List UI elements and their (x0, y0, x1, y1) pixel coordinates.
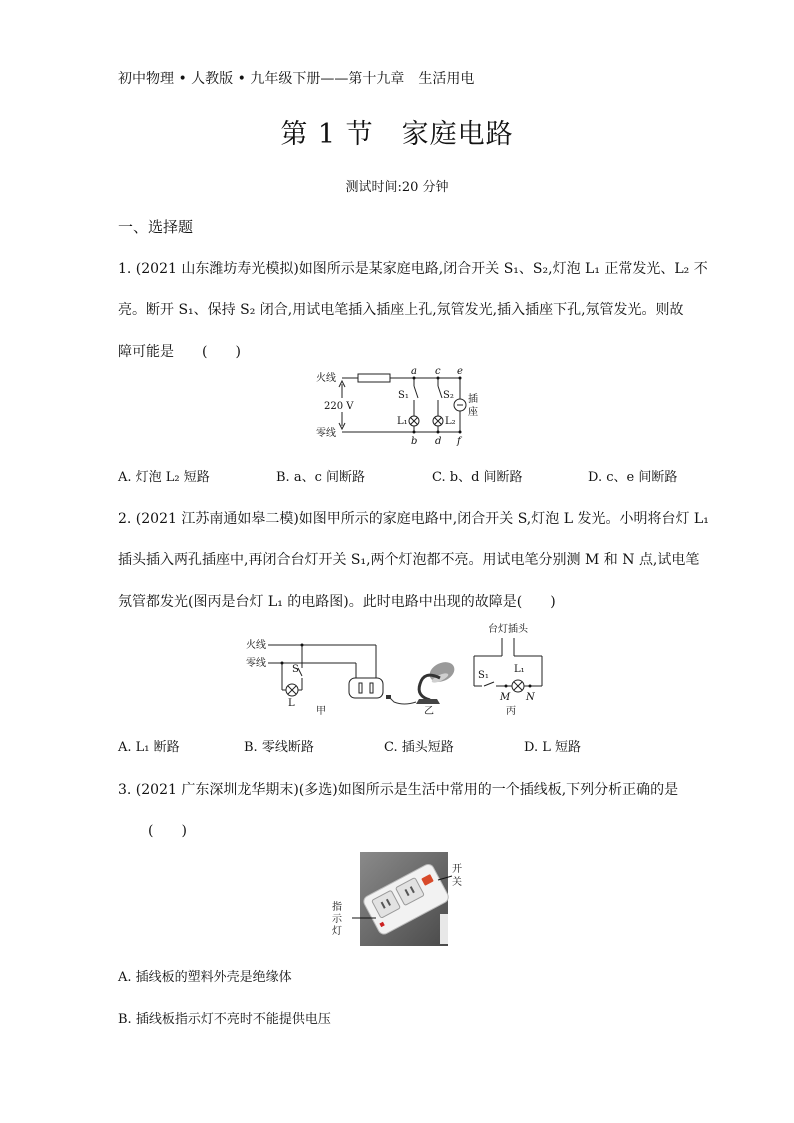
q1-switch-s1-label: S₁ (398, 390, 409, 401)
q1-socket-label-2: 座 (468, 407, 478, 418)
q2-switch-s-label: S (292, 664, 299, 675)
q1-neutral-label: 零线 (316, 428, 336, 439)
desk-lamp-illustration (386, 658, 458, 704)
q1-option-d: D. c、e 间断路 (588, 470, 678, 485)
q2-switch-s1-label: S₁ (478, 670, 489, 681)
q2-figure-jia-label: 甲 (316, 706, 326, 717)
q2-option-c: C. 插头短路 (384, 740, 454, 755)
q3-switch-label-1: 开 (452, 864, 462, 875)
q1-lamp-l2-label: L₂ (445, 416, 456, 427)
q2-option-d: D. L 短路 (524, 740, 581, 755)
q1-point-a: a (411, 366, 417, 377)
q1-socket-label-1: 插 (468, 394, 478, 405)
q3-indicator-label-1: 指 (332, 902, 342, 913)
q2-neutral-label: 零线 (246, 658, 266, 669)
q1-line-2: 亮。断开 S₁、保持 S₂ 闭合,用试电笔插入插座上孔,氖管发光,插入插座下孔,氖管发光。则故 (118, 302, 684, 318)
q3-option-a: A. 插线板的塑料外壳是绝缘体 (118, 970, 292, 985)
q2-point-n: N (526, 692, 535, 703)
q1-switch-s2-label: S₂ (443, 390, 454, 401)
q3-option-b: B. 插线板指示灯不亮时不能提供电压 (118, 1012, 331, 1027)
q3-indicator-label-2: 示 (332, 914, 342, 925)
page-header: 初中物理 • 人教版 • 九年级下册——第十九章 生活用电 (118, 71, 475, 87)
q1-voltage-label: 220 V (324, 401, 354, 412)
q2-line-2: 插头插入两孔插座中,再闭合台灯开关 S₁,两个灯泡都不亮。用试电笔分别测 M 和 N 点,试电笔 (118, 552, 700, 568)
q3-power-strip-photo (328, 852, 468, 946)
q3-line-1: 3. (2021 广东深圳龙华期末)(多选)如图所示是生活中常用的一个插线板,下列分析正确的是 (118, 782, 679, 798)
q1-line-1: 1. (2021 山东潍坊寿光模拟)如图所示是某家庭电路,闭合开关 S₁、S₂,灯泡 L₁ 正常发光、L₂ 不 (118, 261, 708, 277)
test-time: 测试时间:20 分钟 (345, 180, 449, 195)
q1-point-c: c (435, 366, 441, 377)
q1-point-d: d (435, 436, 442, 447)
q2-figures (244, 620, 556, 720)
q3-indicator-label-3: 灯 (332, 926, 342, 937)
q1-option-b: B. a、c 间断路 (276, 470, 365, 485)
q3-line-2: ( ) (148, 823, 187, 839)
q1-option-a: A. 灯泡 L₂ 短路 (118, 470, 210, 485)
q2-lamp-l1-label: L₁ (514, 664, 525, 675)
q1-line-3: 障可能是 ( ) (118, 344, 241, 360)
q2-line-3: 氖管都发光(图丙是台灯 L₁ 的电路图)。此时电路中出现的故障是( ) (118, 594, 556, 610)
q2-lamp-l-label: L (288, 698, 295, 709)
q1-lamp-l1-label: L₁ (397, 416, 408, 427)
q1-circuit-diagram (300, 364, 500, 450)
q2-figure-bing-label: 丙 (506, 706, 516, 717)
q1-point-b: b (411, 436, 418, 447)
section-title: 一、选择题 (118, 218, 194, 236)
q2-option-a: A. L₁ 断路 (118, 740, 180, 755)
q2-plug-label: 台灯插头 (488, 624, 528, 635)
q3-switch-label-2: 关 (452, 877, 462, 888)
q1-point-f: f (457, 436, 461, 447)
q2-point-m: M (500, 692, 511, 703)
q2-line-1: 2. (2021 江苏南通如皋二模)如图甲所示的家庭电路中,闭合开关 S,灯泡 L 发光。小明将台灯 L₁ (118, 511, 709, 527)
q1-live-label: 火线 (316, 373, 336, 384)
q1-option-c: C. b、d 间断路 (432, 470, 523, 485)
q2-figure-yi-label: 乙 (424, 706, 434, 717)
q1-point-e: e (457, 366, 463, 377)
page-title: 第 1 节 家庭电路 (280, 119, 514, 150)
q2-option-b: B. 零线断路 (244, 740, 314, 755)
q2-live-label: 火线 (246, 640, 266, 651)
